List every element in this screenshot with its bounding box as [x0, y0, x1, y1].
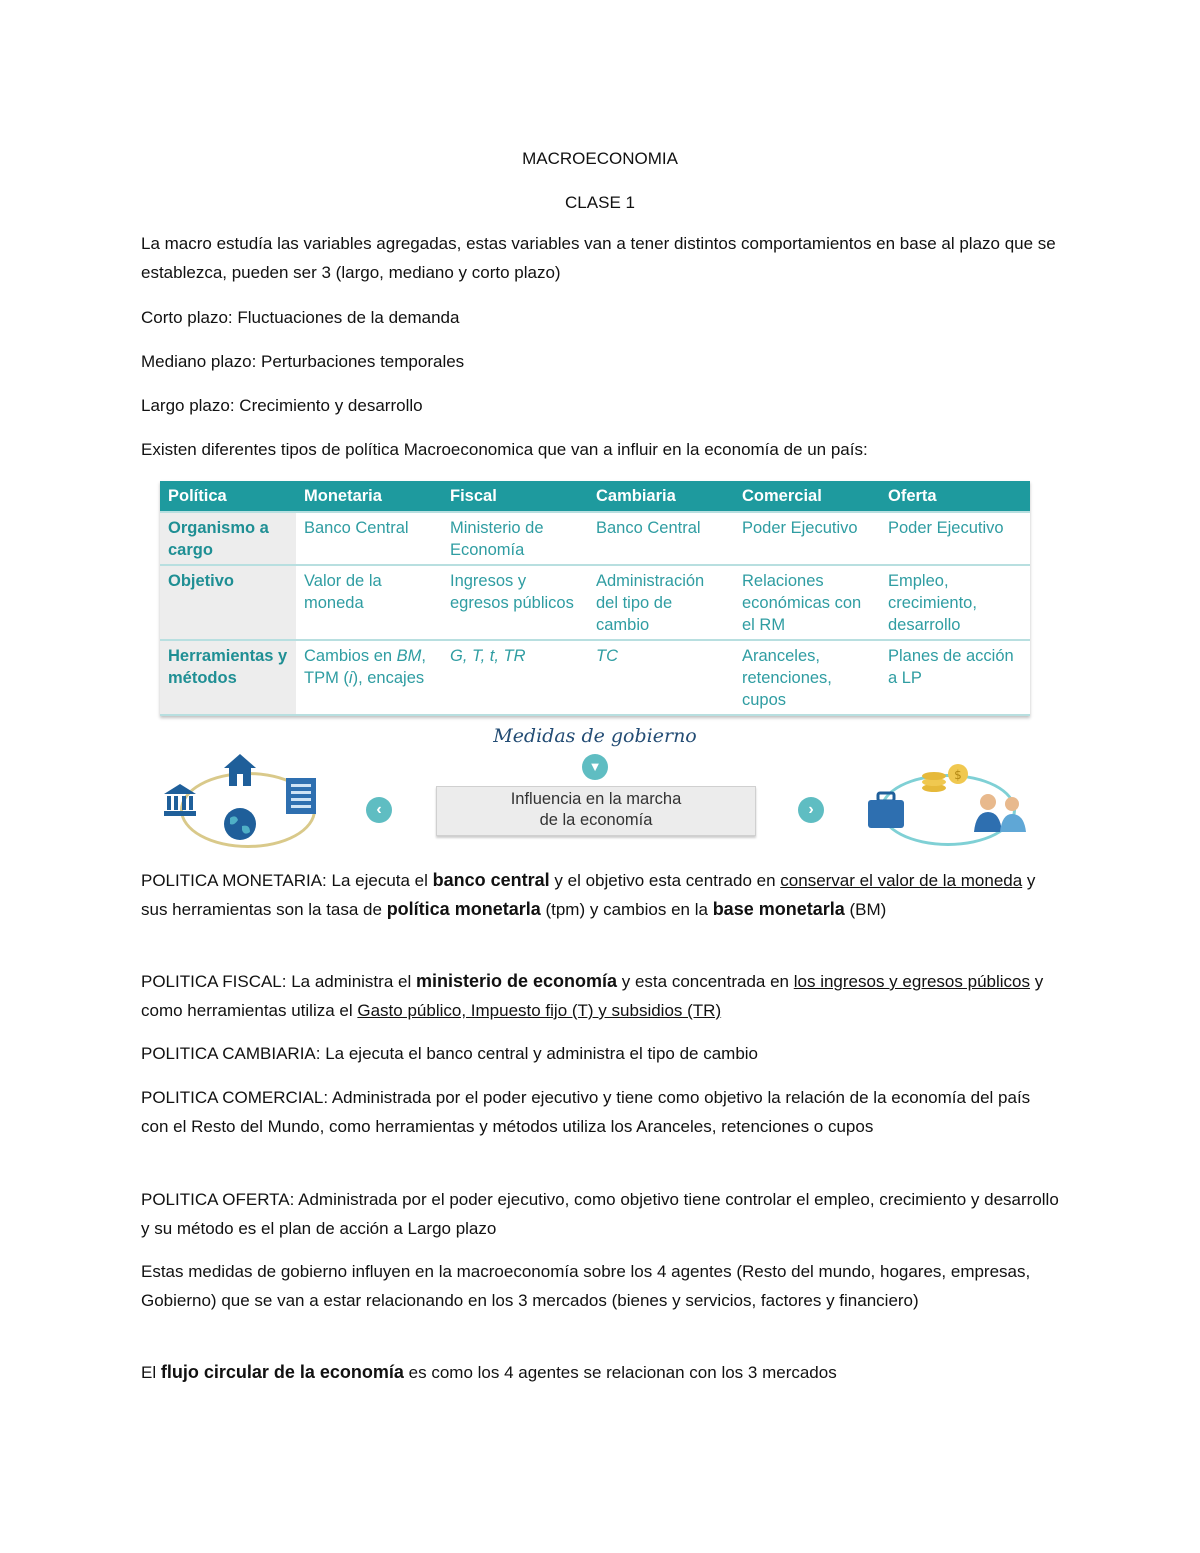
- table-cell: Ministerio de Economía: [442, 512, 588, 565]
- table-cell: Planes de acción a LP: [880, 640, 1030, 715]
- text-run: y como herramientas utiliza el: [141, 972, 1044, 1020]
- previous-button[interactable]: [366, 797, 392, 823]
- svg-text:$: $: [954, 768, 962, 782]
- text-run: y sus herramientas son la tasa de: [141, 871, 1036, 919]
- medidas-paragraph: Estas medidas de gobierno influyen en la macroeconomía sobre los 4 agentes (Resto del mundo, hogares, empresas, Gobierno) que se van a estar relacionando en los 3 mercados (bienes y servicios, factores y financiero): [141, 1262, 1031, 1310]
- table-cell: Poder Ejecutivo: [734, 512, 880, 565]
- table-cell: Valor de la moneda: [296, 565, 442, 640]
- table-cell: Administración del tipo de cambio: [588, 565, 734, 640]
- chevron-right-icon: ›: [808, 801, 814, 818]
- corto-plazo-line: Corto plazo: Fluctuaciones de la demanda: [141, 308, 460, 327]
- table-cell: Aranceles, retenciones, cupos: [734, 640, 880, 715]
- table-row: [160, 640, 1030, 715]
- coins-icon: [920, 762, 972, 794]
- comercial-paragraph: POLITICA COMERCIAL: Administrada por el poder ejecutivo y tiene como objetivo la relación de la economía del país con el Resto del Mundo, como herramientas y métodos utiliza los Aranceles, retenciones o cupos: [141, 1088, 1031, 1136]
- bank-icon: [162, 782, 198, 818]
- row-label: Objetivo: [160, 565, 296, 640]
- influence-line-2: de la economía: [539, 811, 653, 829]
- cell-text-italic: G, T, t, TR: [450, 647, 526, 665]
- row-label: Organismo a cargo: [160, 512, 296, 565]
- table-header-row: [160, 481, 1030, 512]
- table-header: Cambiaria: [588, 481, 734, 512]
- oferta-paragraph: POLITICA OFERTA: Administrada por el poder ejecutivo, como objetivo tiene controlar el empleo, crecimiento y desarrollo y su método es el plan de acción a Largo plazo: [141, 1190, 1059, 1238]
- building-icon: [284, 776, 318, 816]
- government-measures-diagram: [150, 718, 1040, 848]
- cell-text-italic: TC: [596, 647, 618, 665]
- monetaria-paragraph: [141, 866, 1061, 924]
- largo-plazo-line: Largo plazo: Crecimiento y desarrollo: [141, 396, 423, 415]
- table-row: [160, 512, 1030, 565]
- text-run: La ejecuta el: [326, 871, 433, 890]
- text-run: y esta concentrada en: [617, 972, 794, 991]
- table-cell: [588, 640, 734, 715]
- row-label: Herramientas y métodos: [160, 640, 296, 715]
- table-cell: Poder Ejecutivo: [880, 512, 1030, 565]
- document-subtitle: CLASE 1: [565, 193, 635, 212]
- table-cell: Empleo, crecimiento, desarrollo: [880, 565, 1030, 640]
- table-cell: [442, 640, 588, 715]
- cell-text: ), encajes: [352, 669, 425, 687]
- cell-text-italic: BM: [396, 647, 422, 665]
- diagram-title: Medidas de gobierno: [493, 725, 697, 747]
- table-cell: Banco Central: [296, 512, 442, 565]
- table-cell: Banco Central: [588, 512, 734, 565]
- chevron-down-icon: ▼: [588, 759, 602, 774]
- text-run: POLITICA FISCAL:: [141, 972, 287, 991]
- underline-run: Gasto público, Impuesto fijo (T) y subsidios (TR): [357, 1001, 722, 1020]
- influence-box: [436, 786, 756, 836]
- text-run: y el objetivo esta centrado en: [549, 871, 781, 890]
- bold-run: base monetarla: [712, 899, 845, 919]
- bold-run: política monetarla: [386, 899, 541, 919]
- document-title: MACROECONOMIA: [522, 149, 678, 168]
- intro-paragraph: La macro estudía las variables agregadas, estas variables van a tener distintos comportamientos en base al plazo que se establezca, pueden ser 3 (largo, mediano y corto plazo): [141, 234, 1056, 282]
- text-run: El: [141, 1363, 161, 1382]
- chevron-left-icon: ‹: [376, 801, 382, 818]
- underline-run: conservar el valor de la moneda: [780, 871, 1023, 890]
- people-icon: [972, 792, 1028, 832]
- text-run: (tpm) y cambios en la: [540, 900, 713, 919]
- policy-table: [160, 481, 1030, 716]
- bold-run: banco central: [432, 870, 550, 890]
- mediano-plazo-line: Mediano plazo: Perturbaciones temporales: [141, 352, 465, 371]
- text-run: La administra el: [286, 972, 416, 991]
- table-header: Comercial: [734, 481, 880, 512]
- briefcase-icon: [866, 790, 906, 830]
- next-button[interactable]: [798, 797, 824, 823]
- table-header: Monetaria: [296, 481, 442, 512]
- cambiaria-paragraph: POLITICA CAMBIARIA: La ejecuta el banco central y administra el tipo de cambio: [141, 1044, 759, 1063]
- table-cell: [296, 640, 442, 715]
- cell-text: Cambios en: [304, 647, 397, 665]
- table-header: Política: [160, 481, 296, 512]
- flujo-paragraph: [141, 1358, 1061, 1387]
- table-cell: Ingresos y egresos públicos: [442, 565, 588, 640]
- table-header: Fiscal: [442, 481, 588, 512]
- cell-text: , TPM (: [304, 647, 426, 687]
- table-row: [160, 565, 1030, 640]
- text-run: POLITICA MONETARIA:: [141, 871, 327, 890]
- table-cell: Relaciones económicas con el RM: [734, 565, 880, 640]
- bold-run: flujo circular de la economía: [160, 1362, 404, 1382]
- house-icon: [222, 752, 258, 788]
- fiscal-paragraph: [141, 967, 1061, 1025]
- globe-icon: [222, 806, 258, 842]
- underline-run: los ingresos y egresos públicos: [793, 972, 1030, 991]
- expand-button[interactable]: [582, 754, 608, 780]
- table-header: Oferta: [880, 481, 1030, 512]
- text-run: es como los 4 agentes se relacionan con los 3 mercados: [403, 1363, 837, 1382]
- tipos-intro-line: Existen diferentes tipos de política Macroeconomica que van a influir en la economía de un país:: [141, 440, 868, 459]
- text-run: (BM): [844, 900, 887, 919]
- influence-line-1: Influencia en la marcha: [510, 790, 682, 808]
- cell-text-italic: i: [348, 669, 353, 687]
- bold-run: ministerio de economía: [415, 971, 618, 991]
